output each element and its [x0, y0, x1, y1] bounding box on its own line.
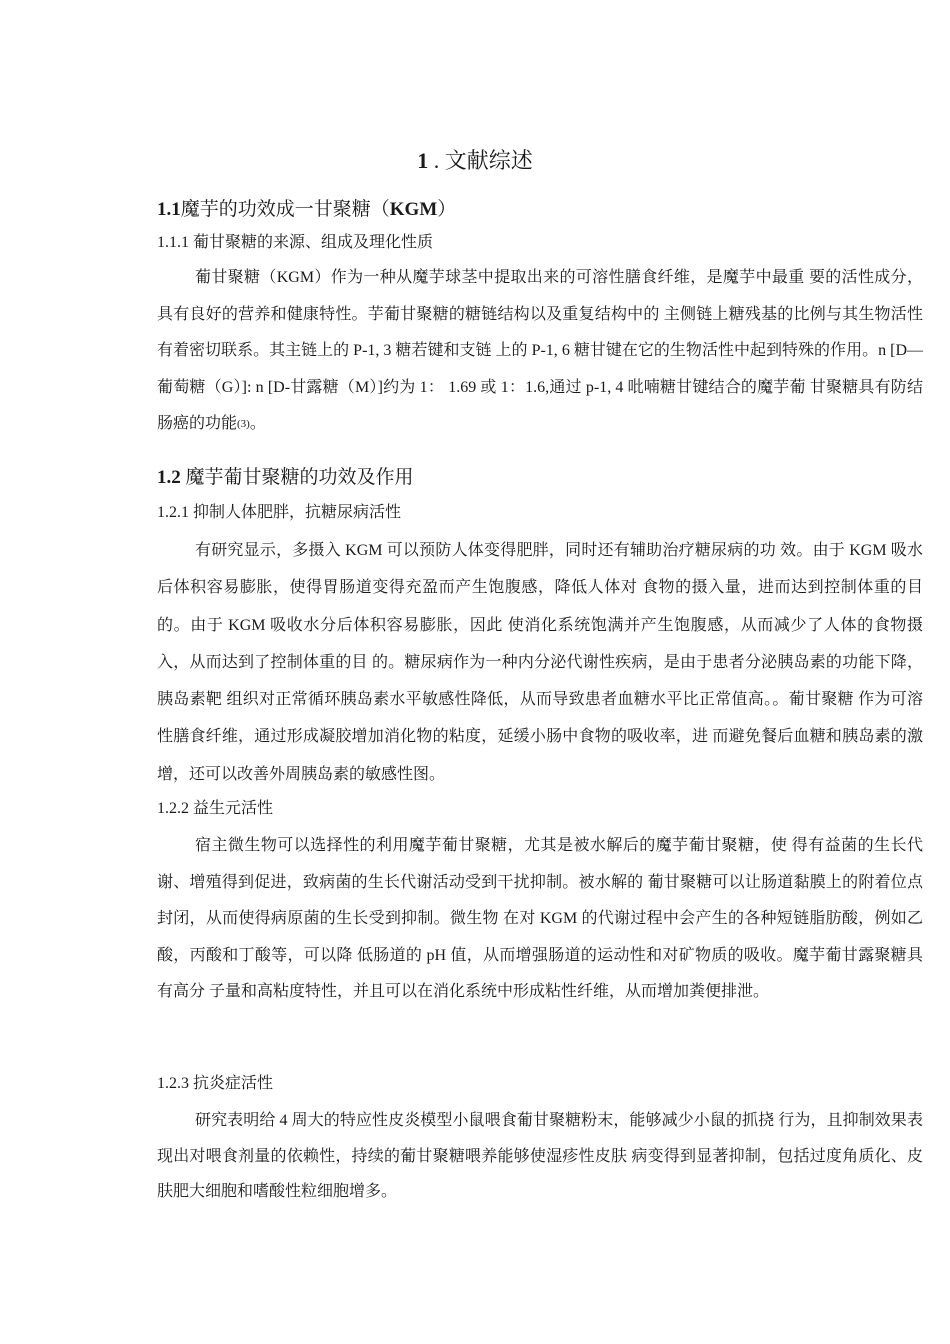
subsection-1-2-1-heading: 1.2.1 抑制人体肥胖，抗糖尿病活性 — [157, 504, 402, 521]
section-1-1-title-a: 魔芋的功效成一甘聚糖（ — [180, 199, 390, 220]
paragraph-1-2-1: 有研究显示，多摄入 KGM 可以预防人体变得肥胖，同时还有辅助治疗糖尿病的功 效。由于 KGM 吸水后体积容易膨胀，使得胃肠道变得充盈而产生饱腹感，降低人体对 食物的摄入量，进而达到控制体重的目的。由于 KGM 吸收水分后体积容易膨胀，因此 使消化系统饱满并产生饱腹感，从而减少了人体的食物摄入，从而达到了控制体重的目 的。糖尿病作为一种内分泌代谢性疾病，是由于患者分泌胰岛素的功能下降，胰岛素靶 组织对正常循环胰岛素水平敏感性降低，从而导致患者血糖水平比正常值高。。葡甘聚糖 作为可溶性膳食纤维，通过形成凝胶增加消化物的粘度，延缓小肠中食物的吸收率，进 而避免餐后血糖和胰岛素的激增，还可以改善外周胰岛素的敏感性图。 — [157, 542, 923, 783]
section-1-2-number: 1.2 — [157, 467, 181, 488]
section-1-2-heading — [157, 466, 414, 490]
subsection-1-2-3-heading: 1.2.3 抗炎症活性 — [157, 1075, 274, 1092]
citation-3: (3) — [237, 418, 250, 431]
chapter-title-text: . 文献综述 — [433, 148, 533, 173]
paragraph-1-1-1-end: 。 — [249, 415, 266, 433]
section-1-1-title-c: ） — [437, 199, 457, 220]
section-1-1-heading — [157, 198, 456, 222]
chapter-number: 1 — [417, 148, 429, 173]
section-1-2-title: 魔芋葡甘聚糖的功效及作用 — [180, 467, 414, 488]
chapter-title — [0, 147, 950, 175]
subsection-1-2-2-heading: 1.2.2 益生元活性 — [157, 800, 274, 817]
subsection-1-1-1-heading: 1.1.1 葡甘聚糖的来源、组成及理化性质 — [157, 234, 434, 251]
section-1-1-title-b: KGM — [389, 199, 438, 220]
paragraph-1-1-1-text: 葡甘聚糖（KGM）作为一种从魔芋球茎中提取出来的可溶性膳食纤维，是魔芋中最重 要的活性成分，具有良好的营养和健康特性。芋葡甘聚糖的糖链结构以及重复结构中的 主侧链上糖残基的比例与其生物活性有着密切联系。其主链上的 P-1, 3 糖若键和支链 上的 P-1, 6 糖甘键在它的生物活性中起到特殊的作用。n [D—葡萄糖（G）]: n [D-甘露糖（M）]约为 1： 1.69 或 1：1.6,通过 p-1, 4 吡喃糖甘键结合的魔芋葡 甘聚糖具有防结肠癌的功能 — [157, 269, 923, 433]
paragraph-1-1-1 — [157, 260, 923, 443]
paragraph-1-2-3: 研究表明给 4 周大的特应性皮炎模型小鼠喂食葡甘聚糖粉末，能够减少小鼠的抓挠 行为，且抑制效果表现出对喂食剂量的依赖性，持续的葡甘聚糖喂养能够使湿疹性皮肤 病变得到显著抑制，包括过度角质化、皮肤肥大细胞和嗜酸性粒细胞增多。 — [157, 1112, 923, 1200]
paragraph-1-2-2: 宿主微生物可以选择性的利用魔芋葡甘聚糖，尤其是被水解后的魔芋葡甘聚糖，使 得有益菌的生长代谢、增殖得到促进，致病菌的生长代谢活动受到干扰抑制。被水解的 葡甘聚糖可以让肠道黏膜上的附着位点封闭，从而使得病原菌的生长受到抑制。微生物 在对 KGM 的代谢过程中会产生的各种短链脂肪酸，例如乙酸，丙酸和丁酸等，可以降 低肠道的 pH 值，从而增强肠道的运动性和对矿物质的吸收。魔芋葡甘露聚糖具有高分 子量和高粘度特性，并且可以在消化系统中形成粘性纤维，从而增加粪便排泄。 — [157, 837, 923, 1001]
section-1-1-number: 1.1 — [157, 199, 181, 220]
